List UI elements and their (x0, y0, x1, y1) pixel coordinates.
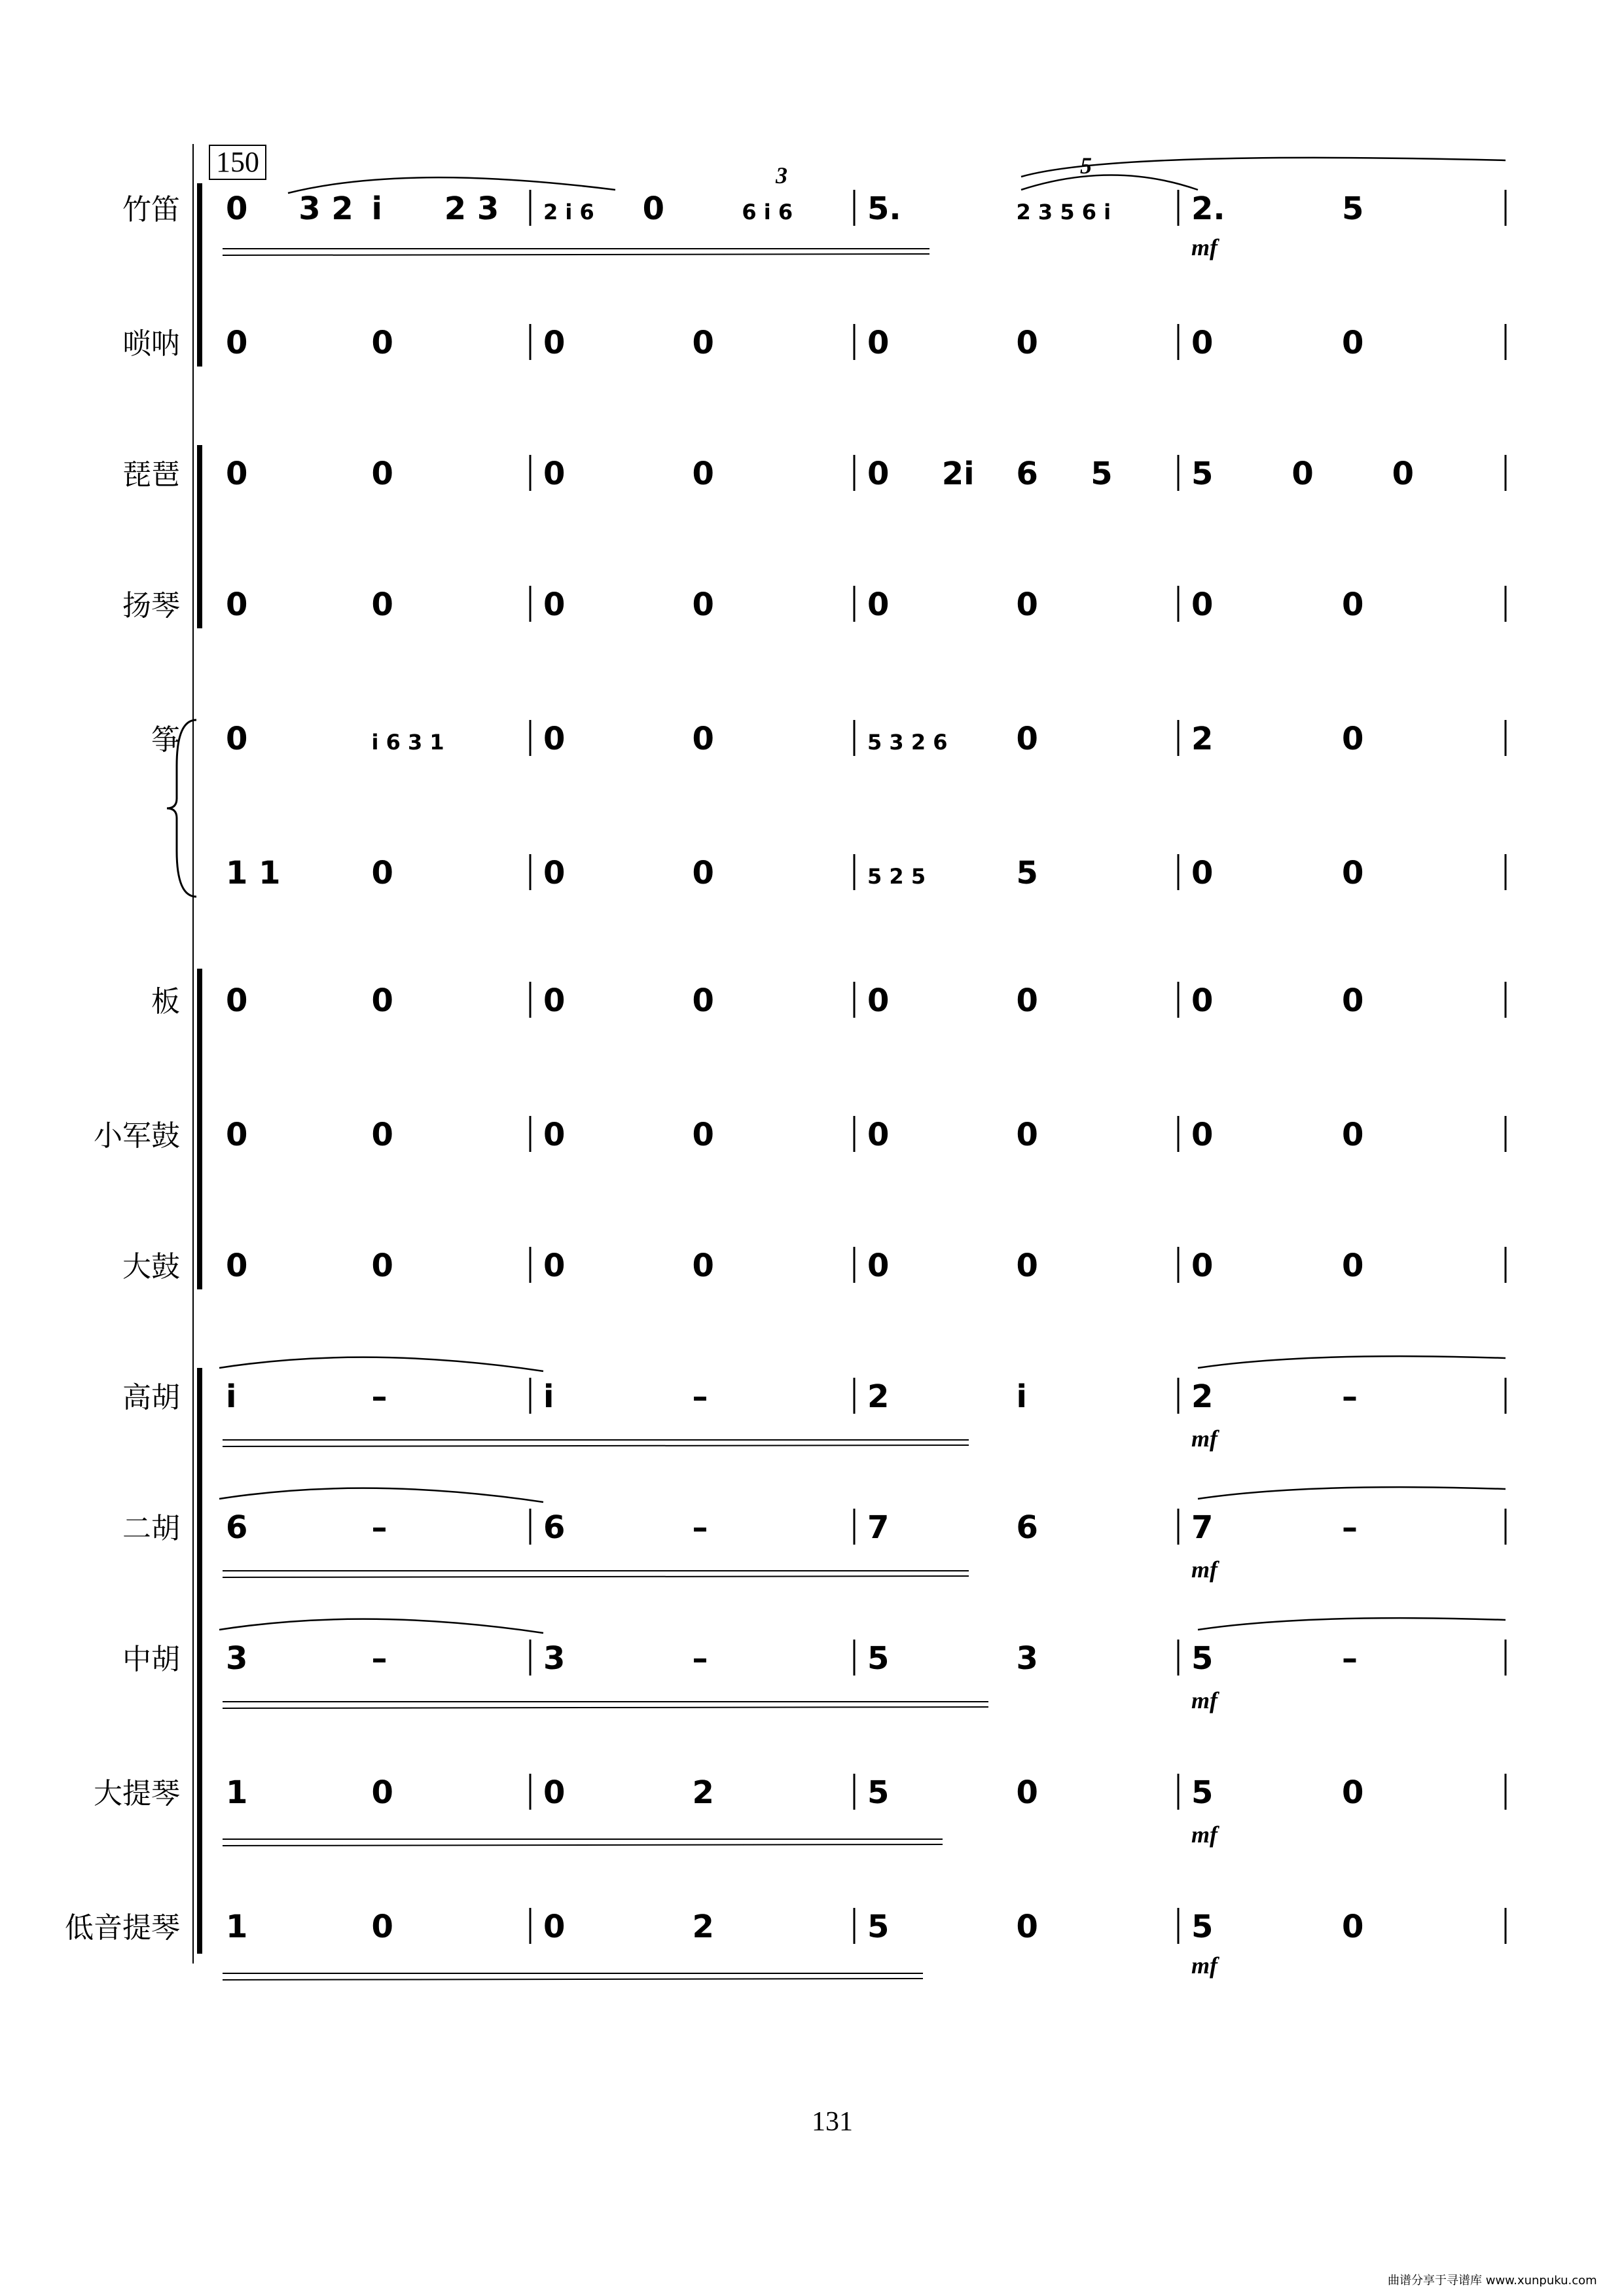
note: 0 (692, 325, 714, 361)
note: 5 (1016, 855, 1038, 891)
note: 0 (1191, 325, 1214, 361)
note: 0 (692, 1247, 714, 1284)
note: 0 (371, 586, 393, 623)
instrument-label: 低音提琴 (65, 1911, 180, 1945)
note: 6 (1016, 1509, 1038, 1546)
note: 0 (1392, 456, 1415, 492)
dynamic-mf: mf (1191, 1426, 1218, 1452)
note: 0 (1191, 586, 1214, 623)
note: 0 (867, 456, 890, 492)
slur (1021, 158, 1506, 177)
note: 0 (1342, 721, 1364, 757)
note: 0 (543, 1774, 566, 1811)
barlines-and-braces (167, 144, 1506, 1980)
note: 0 (371, 456, 393, 492)
note: 0 (543, 982, 566, 1019)
instrument-label: 竹笛 (122, 193, 180, 226)
note: 0 (1016, 982, 1038, 1019)
note: 0 (543, 586, 566, 623)
instrument-label: 板 (151, 985, 180, 1018)
note: 2 (692, 1909, 714, 1945)
note: 5 2 5 (867, 864, 926, 889)
note: 0 (371, 855, 393, 891)
note: 0 (692, 456, 714, 492)
note: 0 (692, 855, 714, 891)
instrument-label: 唢呐 (122, 327, 180, 361)
note: – (692, 1378, 708, 1415)
slur (1198, 1618, 1506, 1630)
note: – (692, 1640, 708, 1677)
note: 0 (226, 325, 248, 361)
note: 5 (1191, 1909, 1214, 1945)
note: 5 (867, 1909, 890, 1945)
note: 0 (371, 1247, 393, 1284)
instrument-label: 高胡 (122, 1381, 180, 1414)
note: 0 (642, 190, 665, 227)
slur (219, 1357, 543, 1371)
slur (219, 1488, 543, 1502)
note: 2 (867, 1378, 890, 1415)
note: 0 (867, 1117, 890, 1153)
note: 6 i 6 (742, 200, 793, 224)
dynamic-mf: mf (1191, 1821, 1218, 1848)
note: 5 (867, 1640, 890, 1677)
note: 0 (226, 456, 248, 492)
note: 0 (1342, 586, 1364, 623)
slur (219, 1619, 543, 1633)
note: 0 (1016, 1247, 1038, 1284)
note: 0 (1191, 855, 1214, 891)
note: – (1342, 1378, 1358, 1415)
note: 0 (692, 721, 714, 757)
instrument-label: 二胡 (122, 1512, 180, 1545)
note: 0 (1342, 1909, 1364, 1945)
note: 0 (1191, 1247, 1214, 1284)
note: 0 (867, 586, 890, 623)
note: 0 (1016, 1909, 1038, 1945)
note: 5 3 2 6 (867, 730, 948, 755)
note: 3 2 (298, 190, 353, 227)
note: 0 (1191, 1117, 1214, 1153)
note: 0 (543, 721, 566, 757)
note: 0 (692, 1117, 714, 1153)
note: 0 (543, 1247, 566, 1284)
note: 7 (867, 1509, 890, 1546)
note: – (371, 1640, 388, 1677)
instrument-label: 琵琶 (122, 458, 180, 492)
note: 0 (543, 1117, 566, 1153)
note: 6 (226, 1509, 248, 1546)
note: 0 (1016, 1774, 1038, 1811)
note: 0 (1016, 721, 1038, 757)
note: 5. (867, 190, 901, 227)
note: i 6 3 1 (371, 730, 444, 755)
note: 0 (1016, 325, 1038, 361)
note: 0 (1342, 1774, 1364, 1811)
note: 0 (371, 982, 393, 1019)
dynamic-mf: mf (1191, 1952, 1218, 1979)
note: 0 (371, 1909, 393, 1945)
note: 2i (941, 456, 975, 492)
note: 2. (1191, 190, 1225, 227)
note: 2 (692, 1774, 714, 1811)
note: 0 (1291, 456, 1314, 492)
note: 3 (1016, 1640, 1038, 1677)
note: 5 (1191, 1640, 1214, 1677)
tuplet-number: 5 (1080, 152, 1092, 179)
slur (1198, 1356, 1506, 1368)
note: 0 (543, 855, 566, 891)
note: 5 (867, 1774, 890, 1811)
hairpin-line (223, 254, 929, 255)
note: 0 (226, 1117, 248, 1153)
note: – (371, 1378, 388, 1415)
note: 5 (1342, 190, 1364, 227)
note: 0 (226, 721, 248, 757)
note: 1 1 (226, 855, 281, 891)
note: 0 (1342, 1117, 1364, 1153)
note: 0 (371, 1774, 393, 1811)
dynamic-mf: mf (1191, 1687, 1218, 1713)
hairpin-line (223, 1979, 923, 1980)
note: 1 (226, 1909, 248, 1945)
instrument-label: 小军鼓 (94, 1119, 180, 1153)
note: 5 (1191, 456, 1214, 492)
note: 6 (1016, 456, 1038, 492)
tuplet-number: 3 (776, 162, 787, 188)
hairpin-line (223, 1445, 969, 1446)
instrument-label: 扬琴 (122, 589, 180, 622)
note: 0 (226, 586, 248, 623)
note: 0 (867, 982, 890, 1019)
instrument-label: 中胡 (122, 1643, 180, 1676)
note: 0 (1342, 1247, 1364, 1284)
slur (1021, 175, 1198, 190)
note: 3 (543, 1640, 566, 1677)
note: 0 (1342, 855, 1364, 891)
hairpin-line (223, 1844, 943, 1846)
note: 0 (226, 190, 248, 227)
note: i (1016, 1378, 1027, 1415)
note: 0 (371, 325, 393, 361)
slur (1198, 1487, 1506, 1499)
dynamic-mf: mf (1191, 1556, 1218, 1583)
note: 0 (692, 982, 714, 1019)
note: 0 (543, 325, 566, 361)
note: 0 (1016, 586, 1038, 623)
instrument-label: 筝 (151, 723, 180, 757)
note: 0 (226, 982, 248, 1019)
note: – (692, 1509, 708, 1546)
note: 0 (543, 1909, 566, 1945)
hairpin-line (223, 1707, 988, 1708)
note: 0 (1191, 982, 1214, 1019)
note: 5 (1091, 456, 1113, 492)
dynamic-mf: mf (1191, 234, 1218, 260)
note: i (371, 190, 382, 227)
note: 0 (692, 586, 714, 623)
note: 0 (1016, 1117, 1038, 1153)
note: 5 (1191, 1774, 1214, 1811)
hairpin-line (223, 1576, 969, 1577)
note: i (543, 1378, 554, 1415)
instrument-labels (65, 193, 180, 1945)
note: 7 (1191, 1509, 1214, 1546)
note: 2 (1191, 1378, 1214, 1415)
footer-watermark: 曲谱分享于寻谱库 www.xunpuku.com (1388, 2274, 1597, 2287)
note: 6 (543, 1509, 566, 1546)
note: 0 (1342, 982, 1364, 1019)
note: – (1342, 1640, 1358, 1677)
note: 0 (867, 1247, 890, 1284)
note: 0 (371, 1117, 393, 1153)
note: – (371, 1509, 388, 1546)
note: 1 (226, 1774, 248, 1811)
note: 0 (867, 325, 890, 361)
note: i (226, 1378, 237, 1415)
note: – (1342, 1509, 1358, 1546)
note: 2 3 (444, 190, 499, 227)
note: 0 (1342, 325, 1364, 361)
note: 3 (226, 1640, 248, 1677)
note: 2 i 6 (543, 200, 594, 224)
page-number: 131 (812, 2107, 853, 2137)
music-notation (226, 152, 1414, 1979)
rehearsal-mark: 150 (216, 146, 259, 178)
instrument-label: 大鼓 (122, 1250, 180, 1283)
note: 2 3 5 6 i (1016, 200, 1111, 224)
instrument-label: 大提琴 (94, 1777, 180, 1810)
note: 2 (1191, 721, 1214, 757)
note: 0 (226, 1247, 248, 1284)
note: 0 (543, 456, 566, 492)
